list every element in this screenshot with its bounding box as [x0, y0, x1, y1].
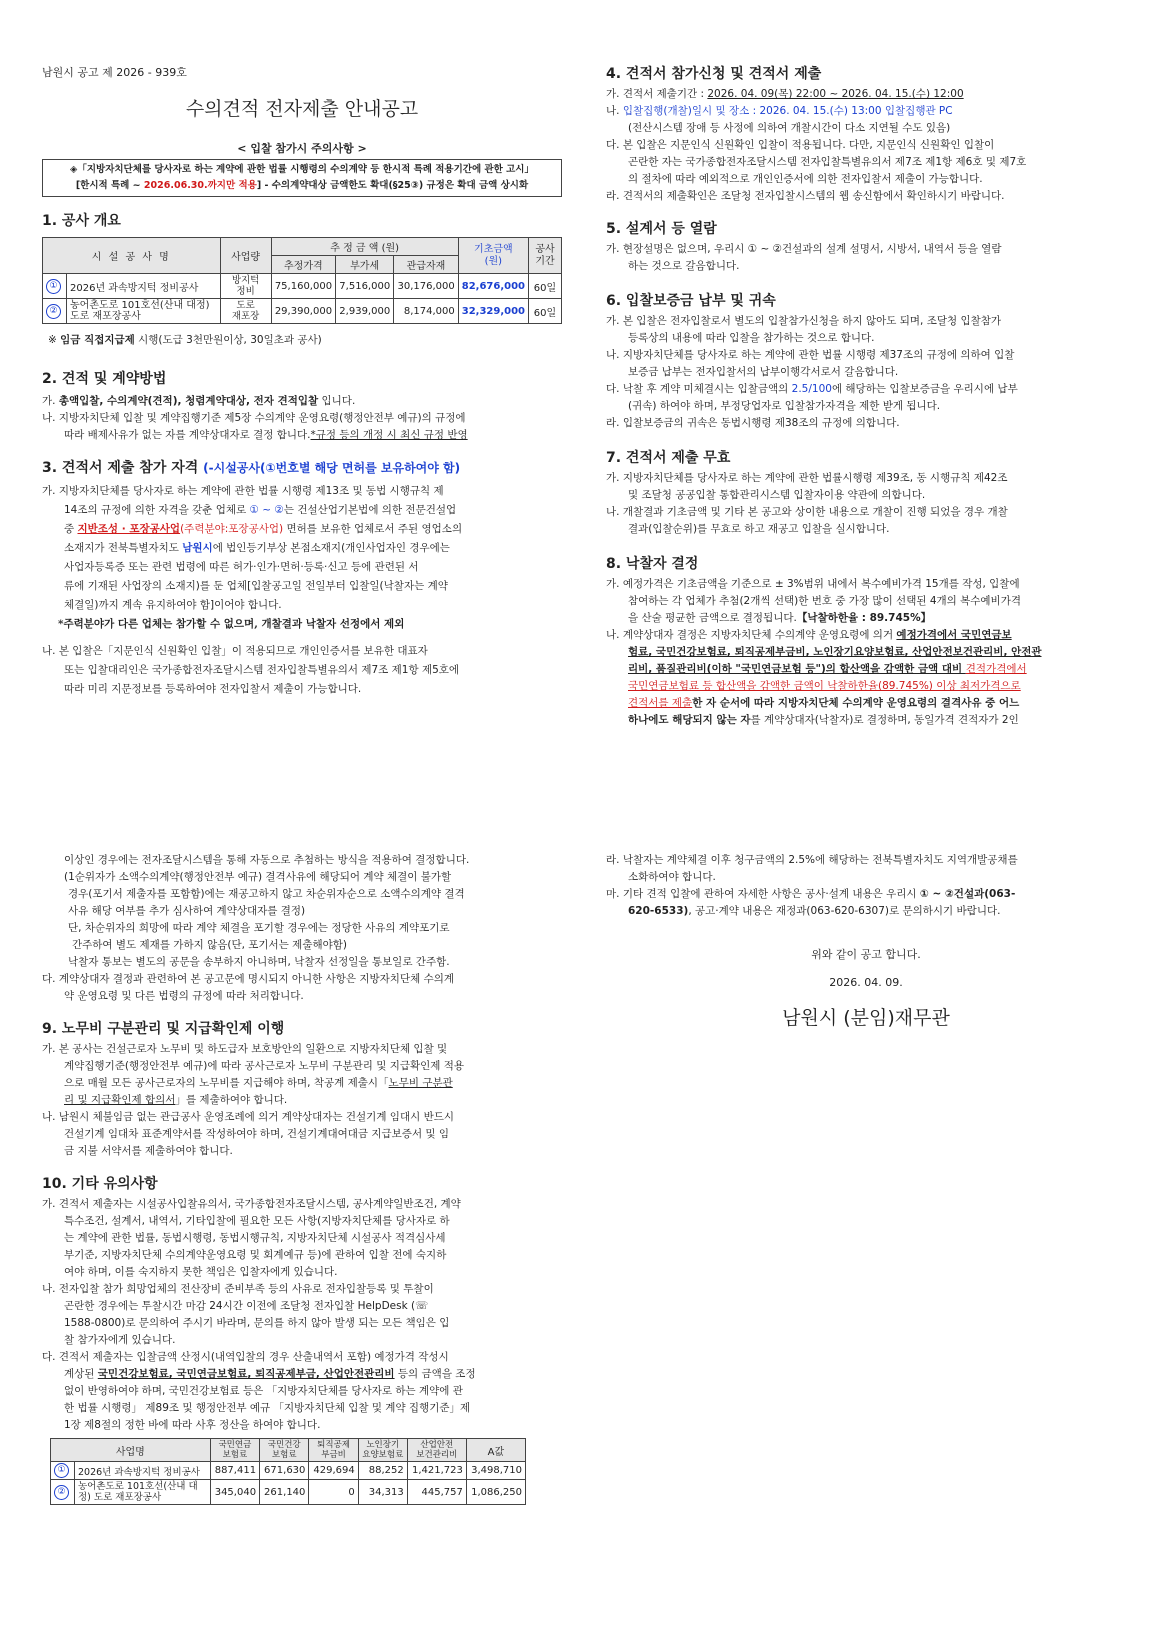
col-quantity: 사업량 [220, 238, 271, 274]
col-vat: 부가세 [336, 256, 394, 274]
closing-date: 2026. 04. 09. [829, 976, 903, 989]
caution-line-1: ◈「지방자치단체를 당사자로 하는 계약에 관한 법률 시행령의 수의계약 등 한시적 특례 적용기간에 관한 고시」 [70, 164, 534, 175]
section-4-body: 가. 견적서 제출기간 : 2026. 04. 09(목) 22:00 ~ 2026. 04. 15.(수) 12:00 나. 입찰집행(개찰)일시 및 장소 : 2026. 04. 15.(수) 13:00 입찰집행관 PC (전산시스템 장애 등 사정에 의하여 개찰시간이 다소 지연될 수도 있음) 다. 본 입찰은 지문인식 신원확인 입찰이 적용됩니다. 다만, 지문인식 신원확인 입찰이 곤란한 자는 국가종합전자조달시스템 전자입찰특별유의서 제7조 제1항 제6호 및 제7호 의 절차에 따라 예외적으로 개인인증서에 의한 전자입찰서 제출이 가능합니다. 라. 견적서의 제출확인은 조달청 전자입찰시스템의 웹 송신함에서 확인하시기 바랍니다. [606, 88, 1027, 202]
section-3-title: 3. 견적서 제출 참가 자격 (-시설공사(①번호별 해당 면허를 보유하여야 함) [42, 460, 461, 476]
table-row: ① 2026년 과속방지턱 정비공사 방지턱 정비 75,160,000 7,516,000 30,176,000 82,676,000 60일 [43, 274, 562, 299]
section-10-body: 가. 견적서 제출자는 시설공사입찰유의서, 국가종합전자조달시스템, 공사계약일반조건, 계약 특수조건, 설계서, 내역서, 기타입찰에 필요한 모든 사항(지방자치단체를 당사자로 하 는 계약에 관한 법률, 동법시행령, 동법시행규칙, 지방자치단체 시설공사 적격심사세 부기준, 지방자치단체 수의계약운영요령 및 회계예규 등)에 관하여 입찰 전에 숙지하 여야 하며, 이를 숙지하지 못한 책임은 입찰자에게 있습니다. 나. 전자입찰 참가 희망업체의 전산장비 준비부족 등의 사유로 전자입찰등록 및 투찰이 곤란한 경우에는 투찰시간 마감 24시간 이전에 조달청 전자입찰 HelpDesk (☏ 1588-0800)로 문의하여 주시기 바라며, 문의를 하지 않아 발생 되는 모든 책임은 입 찰 참가자에게 있습니다. 다. 견적서 제출자는 입찰금액 산정시(내역입찰의 경우 산출내역서 포함) 예정가격 작성시 계상된 국민건강보험료, 국민연금보험료, 퇴직공제부금, 산업안전관리비 등의 금액을 조정 없이 반영하여야 하며, 국민건강보험료 등은 「지방자치단체를 당사자로 하는 계약에 관 한 법률 시행령」 제89조 및 행정안전부 예규 「지방자치단체 입찰 및 계약 집행기준」제 1장 제8절의 정한 바에 따라 사후 정산을 하여야 합니다. [42, 1198, 476, 1431]
section-2-title: 2. 견적 및 계약방법 [42, 371, 167, 387]
left-column-bottom [42, 852, 562, 1505]
caution-line-2: [한시적 특례 ~ 2026.06.30.까지만 적용] - 수의계약대상 금액한도 확대(§25③) 규정은 확대 금액 상시화 [75, 180, 529, 191]
right-column-top [606, 64, 1126, 729]
col-est-price: 추정가격 [271, 256, 336, 274]
table-row: ② 농어촌도로 101호선(산내 대정) 도로 재포장공사 도로 재포장 29,390,000 2,939,000 8,174,000 32,329,000 60일 [43, 299, 562, 324]
closing-line: 위와 같이 공고 합니다. [811, 948, 921, 961]
table-row: ② 농어촌도로 101호선(산내 대 정) 도로 재포장공사 345,040 261,140 0 34,313 445,757 1,086,250 [51, 1480, 526, 1505]
right-column-bottom [606, 852, 1126, 1030]
section-10-title: 10. 기타 유의사항 [42, 1176, 158, 1192]
caution-box [42, 159, 562, 197]
section-5-body: 가. 현장설명은 없으며, 우리시 ① ~ ②건설과의 설계 설명서, 시방서, 내역서 등을 열람 하는 것으로 갈음합니다. [606, 243, 1002, 272]
section-9-body: 가. 본 공사는 건설근로자 노무비 및 하도급자 보호방안의 일환으로 지방자치단체 입찰 및 계약집행기준(행정안전부 예규)에 따라 공사근로자 노무비 구분관리 및 지급확인제 적용 으로 매월 모든 공사근로자의 노무비를 지급해야 하며, 착공계 제출시「노무비 구분관 리 및 지급확인제 합의서」를 제출하여야 합니다. 나. 남원시 체불임금 없는 관급공사 운영조례에 의거 계약상대자는 건설기계 임대시 반드시 건설기계 임대차 표준계약서를 작성하여야 하며, 건설기계대여대금 지급보증서 및 임 금 지불 서약서를 제출하여야 합니다. [42, 1043, 465, 1157]
section-8-continued: 이상인 경우에는 전자조달시스템을 통해 자동으로 추첨하는 방식을 적용하여 결정합니다. (1순위자가 소액수의계약(행정안전부 예규) 결격사유에 해당되어 계약 체결이 불가할 경우(포기서 제출자를 포함함)에는 재공고하지 않고 차순위자순으로 소액수의계약 결격 사유 해당 여부를 추가 심사하여 계약상대자를 결정) 단, 차순위자의 희망에 따라 계약 체결을 포기할 경우에는 정당한 사유의 계약포기로 간주하여 별도 제재를 가하지 않음(단, 포기서는 제출해야함) 낙찰자 통보는 별도의 공문을 송부하지 아니하며, 낙찰자 선정일을 통보일로 간주함. 다. 계약상대자 결정과 관련하여 본 공고문에 명시되지 아니한 사항은 지방자치단체 수의계 약 운영요령 및 다른 법령의 규정에 따라 처리합니다. [42, 854, 470, 1002]
col-material: 관급자재 [394, 256, 459, 274]
section-5-title: 5. 설계서 등 열람 [606, 221, 717, 237]
closing-organization: 남원시 (분임)재무관 [782, 1007, 950, 1029]
section-1-title: 1. 공사 개요 [42, 213, 121, 229]
table-header-row: 사업명 국민연금 보험료 국민건강 보험료 퇴직공제 부금비 노인장기 요양보험료 산업안전 보건관리비 A값 [51, 1439, 526, 1462]
col-project-name: 시 설 공 사 명 [43, 238, 221, 274]
notice-number: 남원시 공고 제 2026 - 939호 [42, 66, 187, 79]
section-7-title: 7. 견적서 제출 무효 [606, 450, 731, 466]
table-row: ① 2026년 과속방지턱 정비공사 887,411 671,630 429,694 88,252 1,421,723 3,498,710 [51, 1462, 526, 1480]
section-8-continued-2: 라. 낙찰자는 계약체결 이후 청구금액의 2.5%에 해당하는 전북특별자치도 지역개발공채를 소화하여야 합니다. 마. 기타 견적 입찰에 관하여 자세한 사항은 공사·설계 내용은 우리시 ① ~ ②건설과(063- 620-6533), 공고·계약 내용은 재정과(063-620-6307)로 문의하시기 바랍니다. [606, 854, 1018, 917]
project-overview-table [42, 237, 562, 324]
table-header-row [43, 238, 562, 256]
section-8-body: 가. 예정가격은 기초금액을 기준으로 ± 3%범위 내에서 복수예비가격 15개를 작성, 입찰에 참여하는 각 업체가 추첨(2개씩 선택)한 번호 중 가장 많이 선택된 4개의 복수예비가격 을 산술 평균한 금액으로 결정됩니다.【낙찰하한율 : 89.745%】 나. 계약상대자 결정은 지방자치단체 수의계약 운영요령에 의거 예정가격에서 국민연금보 험료, 국민건강보험료, 퇴직공제부금비, 노인장기요양보험료, 산업안전보건관리비, 안전관 리비, 품질관리비(이하 "국민연금보험 등")의 합산액을 감액한 금액 대비 견적가격에서 국민연금보험료 등 합산액을 감액한 금액이 낙찰하한율(89.745%) 이상 최저가격으로 견적서를 제출한 자 순서에 따라 지방자치단체 수의계약 운영요령의 결격사유 중 어느 하나에도 해당되지 않는 자를 계약상대자(낙찰자)로 결정하며, 동일가격 견적자가 2인 [606, 578, 1042, 726]
col-base-amount: 기초금액 (원) [458, 238, 528, 274]
section-6-title: 6. 입찰보증금 납부 및 귀속 [606, 293, 776, 309]
caution-title: < 입찰 참가시 주의사항 > [237, 142, 367, 155]
section-7-body: 가. 지방자치단체를 당사자로 하는 계약에 관한 법률시행령 제39조, 동 시행규칙 제42조 및 조달청 공공입찰 통합관리시스템 입찰자이용 약관에 의합니다. 나. 개찰결과 기초금액 및 기타 본 공고와 상이한 내용으로 개찰이 진행 되었을 경우 개찰 결과(입찰순위)를 무효로 하고 재공고 입찰을 실시합니다. [606, 472, 1008, 535]
section-9-title: 9. 노무비 구분관리 및 지급확인제 이행 [42, 1021, 285, 1037]
left-column-top [42, 64, 562, 699]
section-3-body: 가. 지방자치단체를 당사자로 하는 계약에 관한 법률 시행령 제13조 및 동법 시행규칙 제 14조의 규정에 의한 자격을 갖춘 업체로 ① ~ ②는 건설산업기본법에 의한 전문건설업 중 지반조성 · 포장공사업(주력분야:포장공사업) 면허를 보유한 업체로서 주된 영업소의 소재지가 전북특별자치도 남원시에 법인등기부상 본점소재지(개인사업자인 경우에는 사업자등록증 또는 관련 법령에 따른 허가·인가·면허·등록·신고 등에 관련된 서 류에 기재된 사업장의 소재지)를 둔 업체[입찰공고일 전일부터 입찰일(낙찰자는 계약 체결일)까지 계속 유지하여야 함]이어야 합니다. *주력분야가 다른 업체는 참가할 수 없으며, 개찰결과 낙찰자 선정에서 제외 나. 본 입찰은「지문인식 신원확인 입찰」이 적용되므로 개인인증서를 보유한 대표자 또는 입찰대리인은 국가종합전자조달시스템 전자입찰특별유의서 제7조 제1항 제5호에 따라 미리 지문정보를 등록하여야 전자입찰서 제출이 가능합니다. [42, 485, 463, 695]
section-8-title: 8. 낙찰자 결정 [606, 556, 699, 572]
section-2-body: 가. 총액입찰, 수의계약(견적), 청렴계약대상, 전자 견적입찰 입니다. 나. 지방자치단체 입찰 및 계약집행기준 제5장 수의계약 운영요령(행정안전부 예규)의 규정에 따라 배제사유가 없는 자를 계약상대자로 결정 합니다.*규정 등의 개정 시 최신 규정 반영 [42, 395, 468, 441]
wage-note: ※ 임금 직접지급제 시행(도급 3천만원이상, 30일초과 공사) [48, 334, 322, 346]
insurance-table [50, 1438, 526, 1505]
col-period: 공사 기간 [529, 238, 562, 274]
col-estimate-group: 추 정 금 액 (원) [271, 238, 458, 256]
section-6-body: 가. 본 입찰은 전자입찰로서 별도의 입찰참가신청을 하지 않아도 되며, 조달청 입찰참가 등록상의 내용에 따라 입찰을 참가하는 것으로 합니다. 나. 지방자치단체를 당사자로 하는 계약에 관한 법률 시행령 제37조의 규정에 의하여 입찰 보증금 납부는 전자입찰서의 납부이행각서로서 갈음합니다. 다. 낙찰 후 계약 미체결시는 입찰금액의 2.5/100에 해당하는 입찰보증금을 우리시에 납부 (귀속) 하여야 하며, 부정당업자로 입찰참가자격을 제한 받게 됩니다. 라. 입찰보증금의 귀속은 동법시행령 제38조의 규정에 의합니다. [606, 315, 1018, 429]
page-title: 수의견적 전자제출 안내공고 [185, 98, 419, 120]
section-4-title: 4. 견적서 참가신청 및 견적서 제출 [606, 66, 822, 82]
